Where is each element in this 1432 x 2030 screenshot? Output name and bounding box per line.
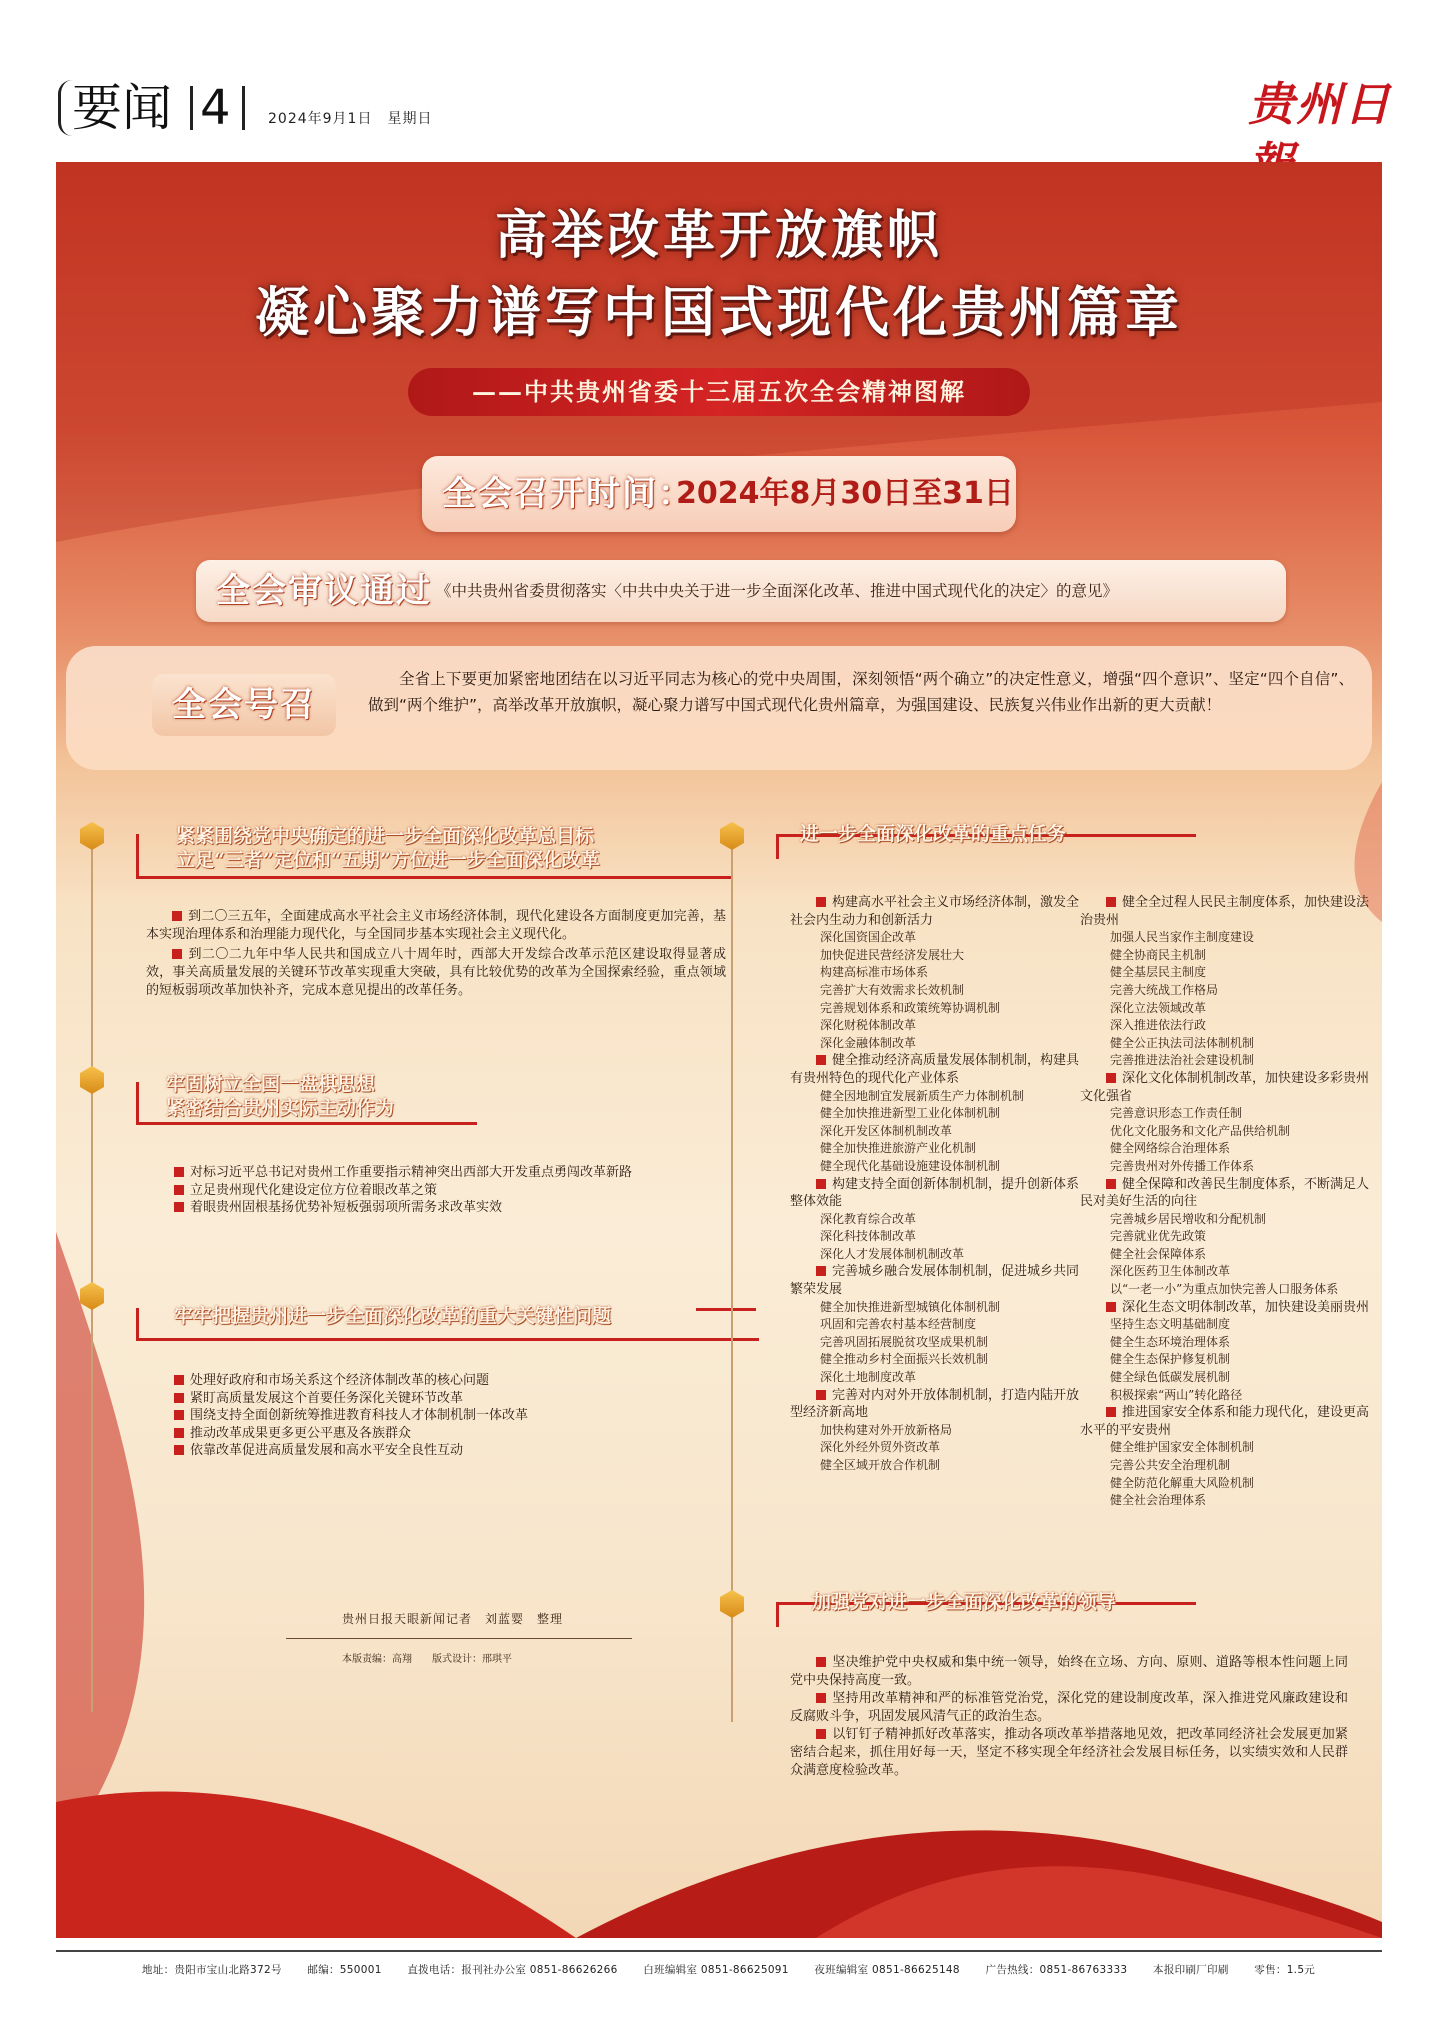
bullet-icon (174, 1393, 184, 1403)
task-heading: 深化文化体制机制改革，加快建设多彩贵州文化强省 (1080, 1070, 1370, 1104)
right-s1-heading: 进一步全面深化改革的重点任务 (800, 823, 1067, 845)
task-heading: 构建支持全面创新体制机制，提升创新体系整体效能 (790, 1176, 1080, 1210)
task-item: 完善贵州对外传播工作体系 (1110, 1158, 1255, 1173)
left-s2-heading1: 牢固树立全国一盘棋思想 (166, 1073, 376, 1095)
list-item: 推动改革成果更多更公平惠及各族群众 (174, 1425, 744, 1443)
task-item: 深化金融体制改革 (820, 1035, 917, 1050)
task-item: 构建高标准市场体系 (820, 965, 929, 980)
bullet-icon (1106, 897, 1116, 907)
task-item: 巩固和完善农村基本经营制度 (820, 1317, 977, 1332)
task-item: 健全加快推进新型城镇化体制机制 (820, 1299, 1001, 1314)
header-divider (190, 86, 193, 130)
task-heading: 健全保障和改善民生制度体系，不断满足人民对美好生活的向往 (1080, 1176, 1370, 1210)
task-heading: 健全推动经济高质量发展体制机制，构建具有贵州特色的现代化产业体系 (790, 1053, 1080, 1086)
list-item: 立足贵州现代化建设定位方位着眼改革之策 (174, 1182, 744, 1200)
bullet-icon (172, 911, 182, 921)
footer-day-desk: 白班编辑室 0851-86625091 (643, 1964, 789, 1976)
task-heading: 完善对内对外开放体制机制，打造内陆开放型经济新高地 (790, 1387, 1080, 1421)
task-item: 深化科技体制改革 (820, 1229, 917, 1244)
task-item: 加强人民当家作主制度建设 (1110, 930, 1255, 945)
footer-phone: 直拨电话：报刊社办公室 0851-86626266 (407, 1964, 618, 1976)
heading-bracket (696, 1308, 756, 1311)
task-item: 健全推动乡村全面振兴长效机制 (820, 1352, 989, 1367)
left-s2-list (174, 1164, 744, 1217)
task-item: 完善巩固拓展脱贫攻坚成果机制 (820, 1334, 989, 1349)
task-item: 健全生态保护修复机制 (1110, 1352, 1231, 1367)
page-footer (142, 1962, 1337, 1977)
left-s2-heading2: 紧密结合贵州实际主动作为 (166, 1097, 395, 1119)
tasks-column-a (790, 894, 1090, 1475)
task-item: 加快促进民营经济发展壮大 (820, 947, 965, 962)
task-item: 健全加快推进新型工业化体制机制 (820, 1106, 1001, 1121)
task-item: 以“一老一小”为重点加快完善人口服务体系 (1110, 1282, 1339, 1297)
task-item: 完善意识形态工作责任制 (1110, 1106, 1243, 1121)
left-s1-heading1: 紧紧围绕党中央确定的进一步全面深化改革总目标 (176, 825, 595, 847)
task-item: 深化立法领域改革 (1110, 1000, 1207, 1015)
poster-subtitle: ——中共贵州省委十三届五次全会精神图解 (472, 377, 966, 406)
task-item: 健全基层民主制度 (1110, 965, 1207, 980)
task-item: 加快构建对外开放新格局 (820, 1422, 953, 1437)
issue-date: 2024年9月1日 星期日 (268, 111, 433, 127)
page-header (0, 0, 1432, 150)
task-item: 健全网络综合治理体系 (1110, 1141, 1231, 1156)
task-item: 坚持生态文明基础制度 (1110, 1317, 1231, 1332)
task-heading: 深化生态文明体制改革，加快建设美丽贵州 (1080, 1299, 1380, 1317)
bullet-icon (174, 1410, 184, 1420)
list-item: 坚决维护党中央权威和集中统一领导，始终在立场、方向、原则、道路等根本性问题上同党中央保持高度一致。 (790, 1655, 1348, 1688)
task-item: 完善推进法治社会建设机制 (1110, 1053, 1255, 1068)
footer-ad-line: 广告热线：0851-86763333 (985, 1964, 1128, 1976)
task-heading: 健全全过程人民民主制度体系，加快建设法治贵州 (1080, 895, 1370, 928)
task-item: 健全现代化基础设施建设体制机制 (820, 1158, 1001, 1173)
task-item: 健全加快推进旅游产业化机制 (820, 1141, 977, 1156)
task-item: 深化开发区体制机制改革 (820, 1123, 953, 1138)
task-item: 健全因地制宜发展新质生产力体制机制 (820, 1088, 1025, 1103)
task-item: 完善规划体系和政策统筹协调机制 (820, 1000, 1001, 1015)
bullet-icon (816, 1055, 826, 1065)
bullet-icon (1106, 1302, 1116, 1312)
bullet-icon (172, 949, 182, 959)
footer-address: 地址：贵阳市宝山北路372号 (142, 1964, 282, 1976)
task-heading: 构建高水平社会主义市场经济体制，激发全社会内生动力和创新活力 (790, 895, 1080, 928)
task-item: 健全社会治理体系 (1110, 1493, 1207, 1508)
bullet-icon (816, 1693, 826, 1703)
task-item: 完善就业优先政策 (1110, 1229, 1207, 1244)
bullet-icon (816, 1266, 826, 1276)
heading-bracket (776, 1602, 785, 1627)
poster-title-line2: 凝心聚力谱写中国式现代化贵州篇章 (255, 281, 1183, 344)
bullet-icon (174, 1445, 184, 1455)
call-text: 全省上下要更加紧密地团结在以习近平同志为核心的党中央周围，深刻领悟“两个确立”的决定性意义，增强“四个意识”、坚定“四个自信”、做到“两个维护”，高举改革开放旗帜，凝心聚力谱写中国式现代化贵州篇章，为强国建设、民族复兴伟业作出新的更大贡献！ (368, 670, 1354, 714)
list-item: 对标习近平总书记对贵州工作重要指示精神突出西部大开发重点勇闯改革新路 (174, 1164, 744, 1182)
task-item: 深化国资国企改革 (820, 930, 917, 945)
task-item: 健全区域开放合作机制 (820, 1458, 941, 1472)
bullet-icon (816, 1390, 826, 1400)
section-name: 要闻 (72, 79, 172, 137)
task-item: 完善大统战工作格局 (1110, 982, 1219, 997)
bullet-icon (1106, 1073, 1116, 1083)
left-s3-heading: 牢牢把握贵州进一步全面深化改革的重大关键性问题 (174, 1305, 612, 1327)
footer-night-desk: 夜班编辑室 0851-86625148 (814, 1964, 960, 1976)
list-item: 依靠改革促进高质量发展和高水平安全良性互动 (174, 1442, 744, 1460)
left-s1-paragraph: 到二〇三五年，全面建成高水平社会主义市场经济体制，现代化建设各方面制度更加完善，基本实现治理体系和治理能力现代化，与全国同步基本实现社会主义现代化。 (146, 909, 726, 942)
footer-postcode: 邮编：550001 (307, 1964, 382, 1976)
poster-title-line1: 高举改革开放旗帜 (494, 206, 943, 266)
list-item: 坚持用改革精神和严的标准管党治党，深化党的建设制度改革，深入推进党风廉政建设和反腐败斗争，巩固发展风清气正的政治生态。 (790, 1691, 1348, 1724)
credit-divider (286, 1638, 632, 1639)
task-item: 健全协商民主机制 (1110, 947, 1207, 962)
call-label: 全会号召 (172, 685, 316, 725)
task-item: 深化土地制度改革 (820, 1370, 917, 1385)
list-item: 紧盯高质量发展这个首要任务深化关键环节改革 (174, 1390, 744, 1408)
task-item: 深化外经外贸外资改革 (820, 1440, 941, 1455)
task-item: 完善扩大有效需求长效机制 (820, 982, 965, 997)
newspaper-logo: 贵州日 (1248, 77, 1392, 131)
timeline-line (91, 842, 93, 1712)
task-item: 深化教育综合改革 (820, 1211, 917, 1226)
bullet-icon (174, 1428, 184, 1438)
review-label: 全会审议通过 (216, 571, 432, 611)
task-item: 深入推进依法行政 (1110, 1018, 1207, 1033)
right-s2-list (790, 1654, 1348, 1780)
bullet-icon (174, 1185, 184, 1195)
bullet-icon (174, 1167, 184, 1177)
task-heading: 推进国家安全体系和能力现代化，建设更高水平的平安贵州 (1080, 1405, 1370, 1438)
task-heading: 完善城乡融合发展体制机制，促进城乡共同繁荣发展 (790, 1264, 1080, 1298)
task-item: 深化医药卫生体制改革 (1110, 1264, 1231, 1279)
task-item: 完善公共安全治理机制 (1110, 1458, 1231, 1472)
left-s1-paragraph: 到二〇二九年中华人民共和国成立八十周年时，西部大开发综合改革示范区建设取得显著成效，事关高质量发展的关键环节改革实现重大突破，具有比较优势的改革为全国探索经验，重点领域的短板弱项改革加快补齐，完成本意见提出的改革任务。 (146, 947, 726, 998)
task-item: 健全防范化解重大风险机制 (1110, 1475, 1255, 1490)
footer-divider (56, 1950, 1382, 1952)
footer-price: 零售：1.5元 (1254, 1964, 1316, 1976)
list-item: 着眼贵州固根基扬优势补短板强弱项所需务求改革实效 (174, 1199, 744, 1217)
footer-printer: 本报印刷厂印刷 (1153, 1964, 1229, 1976)
task-item: 健全绿色低碳发展机制 (1110, 1370, 1231, 1385)
bullet-icon (816, 1729, 826, 1739)
tasks-column-b (1080, 894, 1380, 1510)
infographic-poster (56, 162, 1382, 1938)
bullet-icon (816, 897, 826, 907)
list-item: 处理好政府和市场关系这个经济体制改革的核心问题 (174, 1372, 744, 1390)
left-s3-list (174, 1372, 744, 1460)
page-number: 4 (200, 80, 231, 136)
task-item: 深化财税体制改革 (820, 1018, 917, 1033)
meeting-time-value: 2024年8月30日至31日 (676, 476, 1014, 511)
task-item: 健全公正执法司法体制机制 (1110, 1035, 1255, 1050)
bullet-icon (1106, 1179, 1116, 1189)
task-item: 健全生态环境治理体系 (1110, 1334, 1231, 1349)
editor-credit: 本版责编：高翔 版式设计：邢琪平 (342, 1654, 512, 1665)
bullet-icon (816, 1657, 826, 1667)
review-document-title: 《中共贵州省委贯彻落实〈中共中央关于进一步全面深化改革、推进中国式现代化的决定〉的意见》 (436, 582, 1119, 600)
list-item: 围绕支持全面创新统筹推进教育科技人才体制机制一体改革 (174, 1407, 744, 1425)
bullet-icon (174, 1375, 184, 1385)
bullet-icon (816, 1179, 826, 1189)
list-item: 以钉钉子精神抓好改革落实，推动各项改革举措落地见效，把改革同经济社会发展更加紧密结合起来，抓住用好每一天，坚定不移实现全年经济社会发展目标任务，以实绩实效和人民群众满意度检验改革。 (790, 1727, 1348, 1778)
task-item: 深化人才发展体制机制改革 (820, 1246, 965, 1261)
task-item: 完善城乡居民增收和分配机制 (1110, 1211, 1267, 1226)
reporter-credit: 贵州日报天眼新闻记者 刘蓝婴 整理 (342, 1612, 564, 1626)
bullet-icon (174, 1202, 184, 1212)
right-s2-heading: 加强党对进一步全面深化改革的领导 (812, 1591, 1117, 1613)
heading-bracket (776, 834, 785, 859)
task-item: 健全社会保障体系 (1110, 1246, 1207, 1261)
bullet-icon (1106, 1407, 1116, 1417)
meeting-time-label: 全会召开时间： (442, 474, 694, 514)
task-item: 优化文化服务和文化产品供给机制 (1110, 1123, 1291, 1138)
header-divider (242, 86, 245, 130)
left-s1-heading2: 立足“三者”定位和“五期”方位进一步全面深化改革 (176, 849, 600, 871)
task-item: 健全维护国家安全体制机制 (1110, 1440, 1255, 1455)
task-item: 积极探索“两山”转化路径 (1110, 1387, 1243, 1402)
